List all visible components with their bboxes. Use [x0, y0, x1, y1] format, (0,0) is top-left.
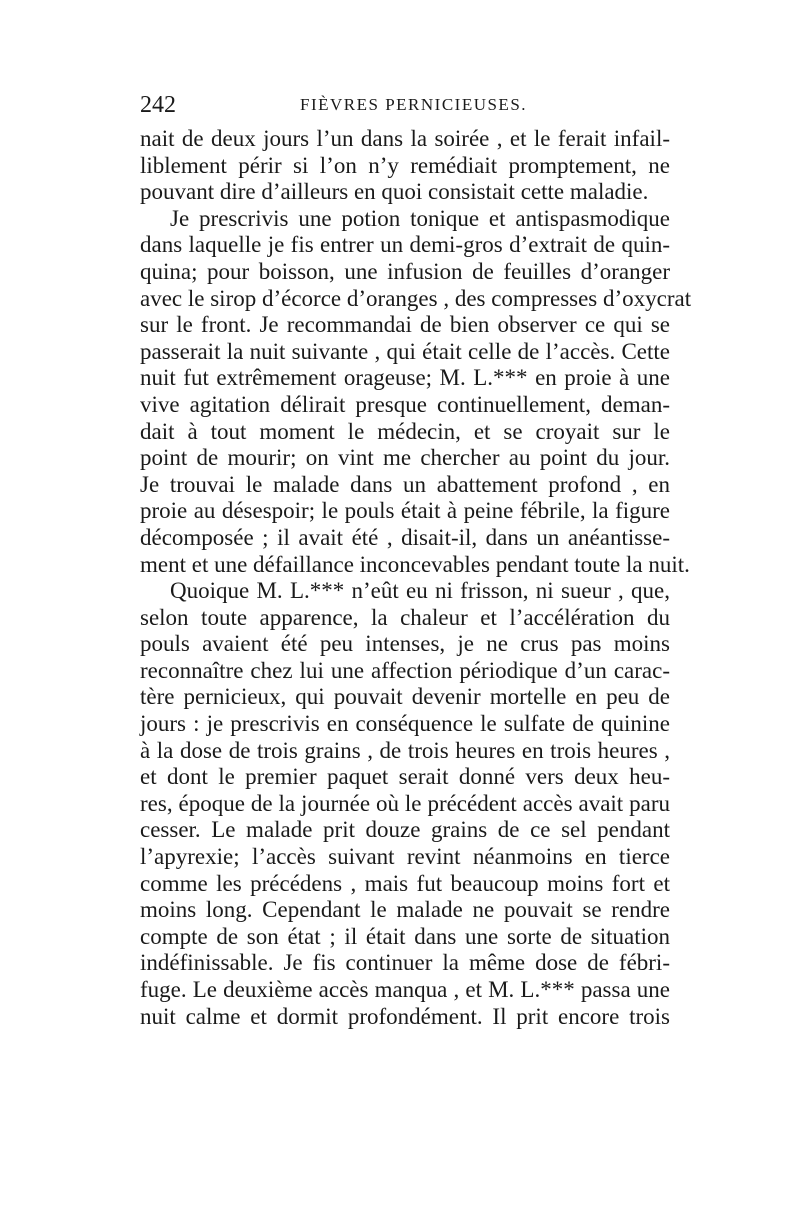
text-line: vive agitation délirait presque continuellement, deman- — [140, 391, 670, 417]
body-text — [140, 126, 692, 1030]
text-line: et dont le premier paquet serait donné vers deux heu- — [140, 764, 670, 790]
text-line: décomposée ; il avait été , disait-il, dans un anéantisse- — [140, 524, 670, 550]
text-line: selon toute apparence, la chaleur et l’accélération du — [140, 604, 670, 630]
text-line: dait à tout moment le médecin, et se croyait sur le — [140, 418, 670, 444]
text-line: fuge. Le deuxième accès manqua , et M. L.*** passa une — [140, 977, 670, 1002]
text-line: proie au désespoir; le pouls était à peine fébrile, la figure — [140, 498, 670, 524]
text-line: Je trouvai le malade dans un abattement profond , en — [140, 471, 670, 497]
running-title: FIÈVRES PERNICIEUSES. — [300, 95, 528, 114]
text-line: passerait la nuit suivante , qui était celle de l’accès. Cette — [140, 338, 670, 364]
text-line: reconnaître chez lui une affection périodique d’un carac- — [140, 657, 670, 683]
text-line: cesser. Le malade prit douze grains de ce sel pendant — [140, 817, 670, 843]
text-line: compte de son état ; il était dans une sorte de situation — [140, 923, 670, 949]
text-line: comme les précédens , mais fut beaucoup moins fort et — [140, 870, 670, 896]
text-line: dans laquelle je fis entrer un demi-gros d’extrait de quin- — [140, 232, 670, 258]
text-line: res, époque de la journée où le précédent accès avait paru — [140, 790, 670, 816]
text-line: pouls avaient été peu intenses, je ne crus pas moins — [140, 631, 670, 657]
text-line: point de mourir; on vint me chercher au point du jour. — [140, 445, 670, 471]
page-number: 242 — [140, 92, 176, 118]
text-line: à la dose de trois grains , de trois heures en trois heures , — [140, 737, 670, 763]
running-head — [140, 88, 670, 122]
paragraph-first-line: Quoique M. L.*** n’eût eu ni frisson, ni sueur , que, — [170, 578, 670, 604]
text-line: liblement périr si l’on n’y remédiait promptement, ne — [140, 152, 670, 178]
text-line: nuit fut extrêmement orageuse; M. L.*** en proie à une — [140, 365, 670, 391]
paragraph-first-line: Je prescrivis une potion tonique et antispasmodique — [170, 205, 670, 231]
text-line: tère pernicieux, qui pouvait devenir mortelle en peu de — [140, 684, 670, 710]
text-line: pouvant dire d’ailleurs en quoi consistait cette maladie. — [140, 179, 649, 205]
text-line: sur le front. Je recommandai de bien observer ce qui se — [140, 312, 670, 338]
text-line: avec le sirop d’écorce d’oranges , des compresses d’oxycrat — [140, 285, 692, 311]
text-line: l’apyrexie; l’accès suivant revint néanmoins en tierce — [140, 844, 670, 870]
text-line: ment et une défaillance inconcevables pendant toute la nuit. — [140, 551, 690, 577]
text-line: quina; pour boisson, une infusion de feuilles d’oranger — [140, 258, 670, 284]
text-line: nait de deux jours l’un dans la soirée , et le ferait infail- — [140, 126, 670, 151]
text-line: moins long. Cependant le malade ne pouvait se rendre — [140, 897, 670, 923]
text-line: jours : je prescrivis en conséquence le sulfate de quinine — [140, 711, 670, 737]
text-line: indéfinissable. Je fis continuer la même dose de fébri- — [140, 950, 670, 976]
text-line: nuit calme et dormit profondément. Il prit encore trois — [140, 1003, 670, 1029]
